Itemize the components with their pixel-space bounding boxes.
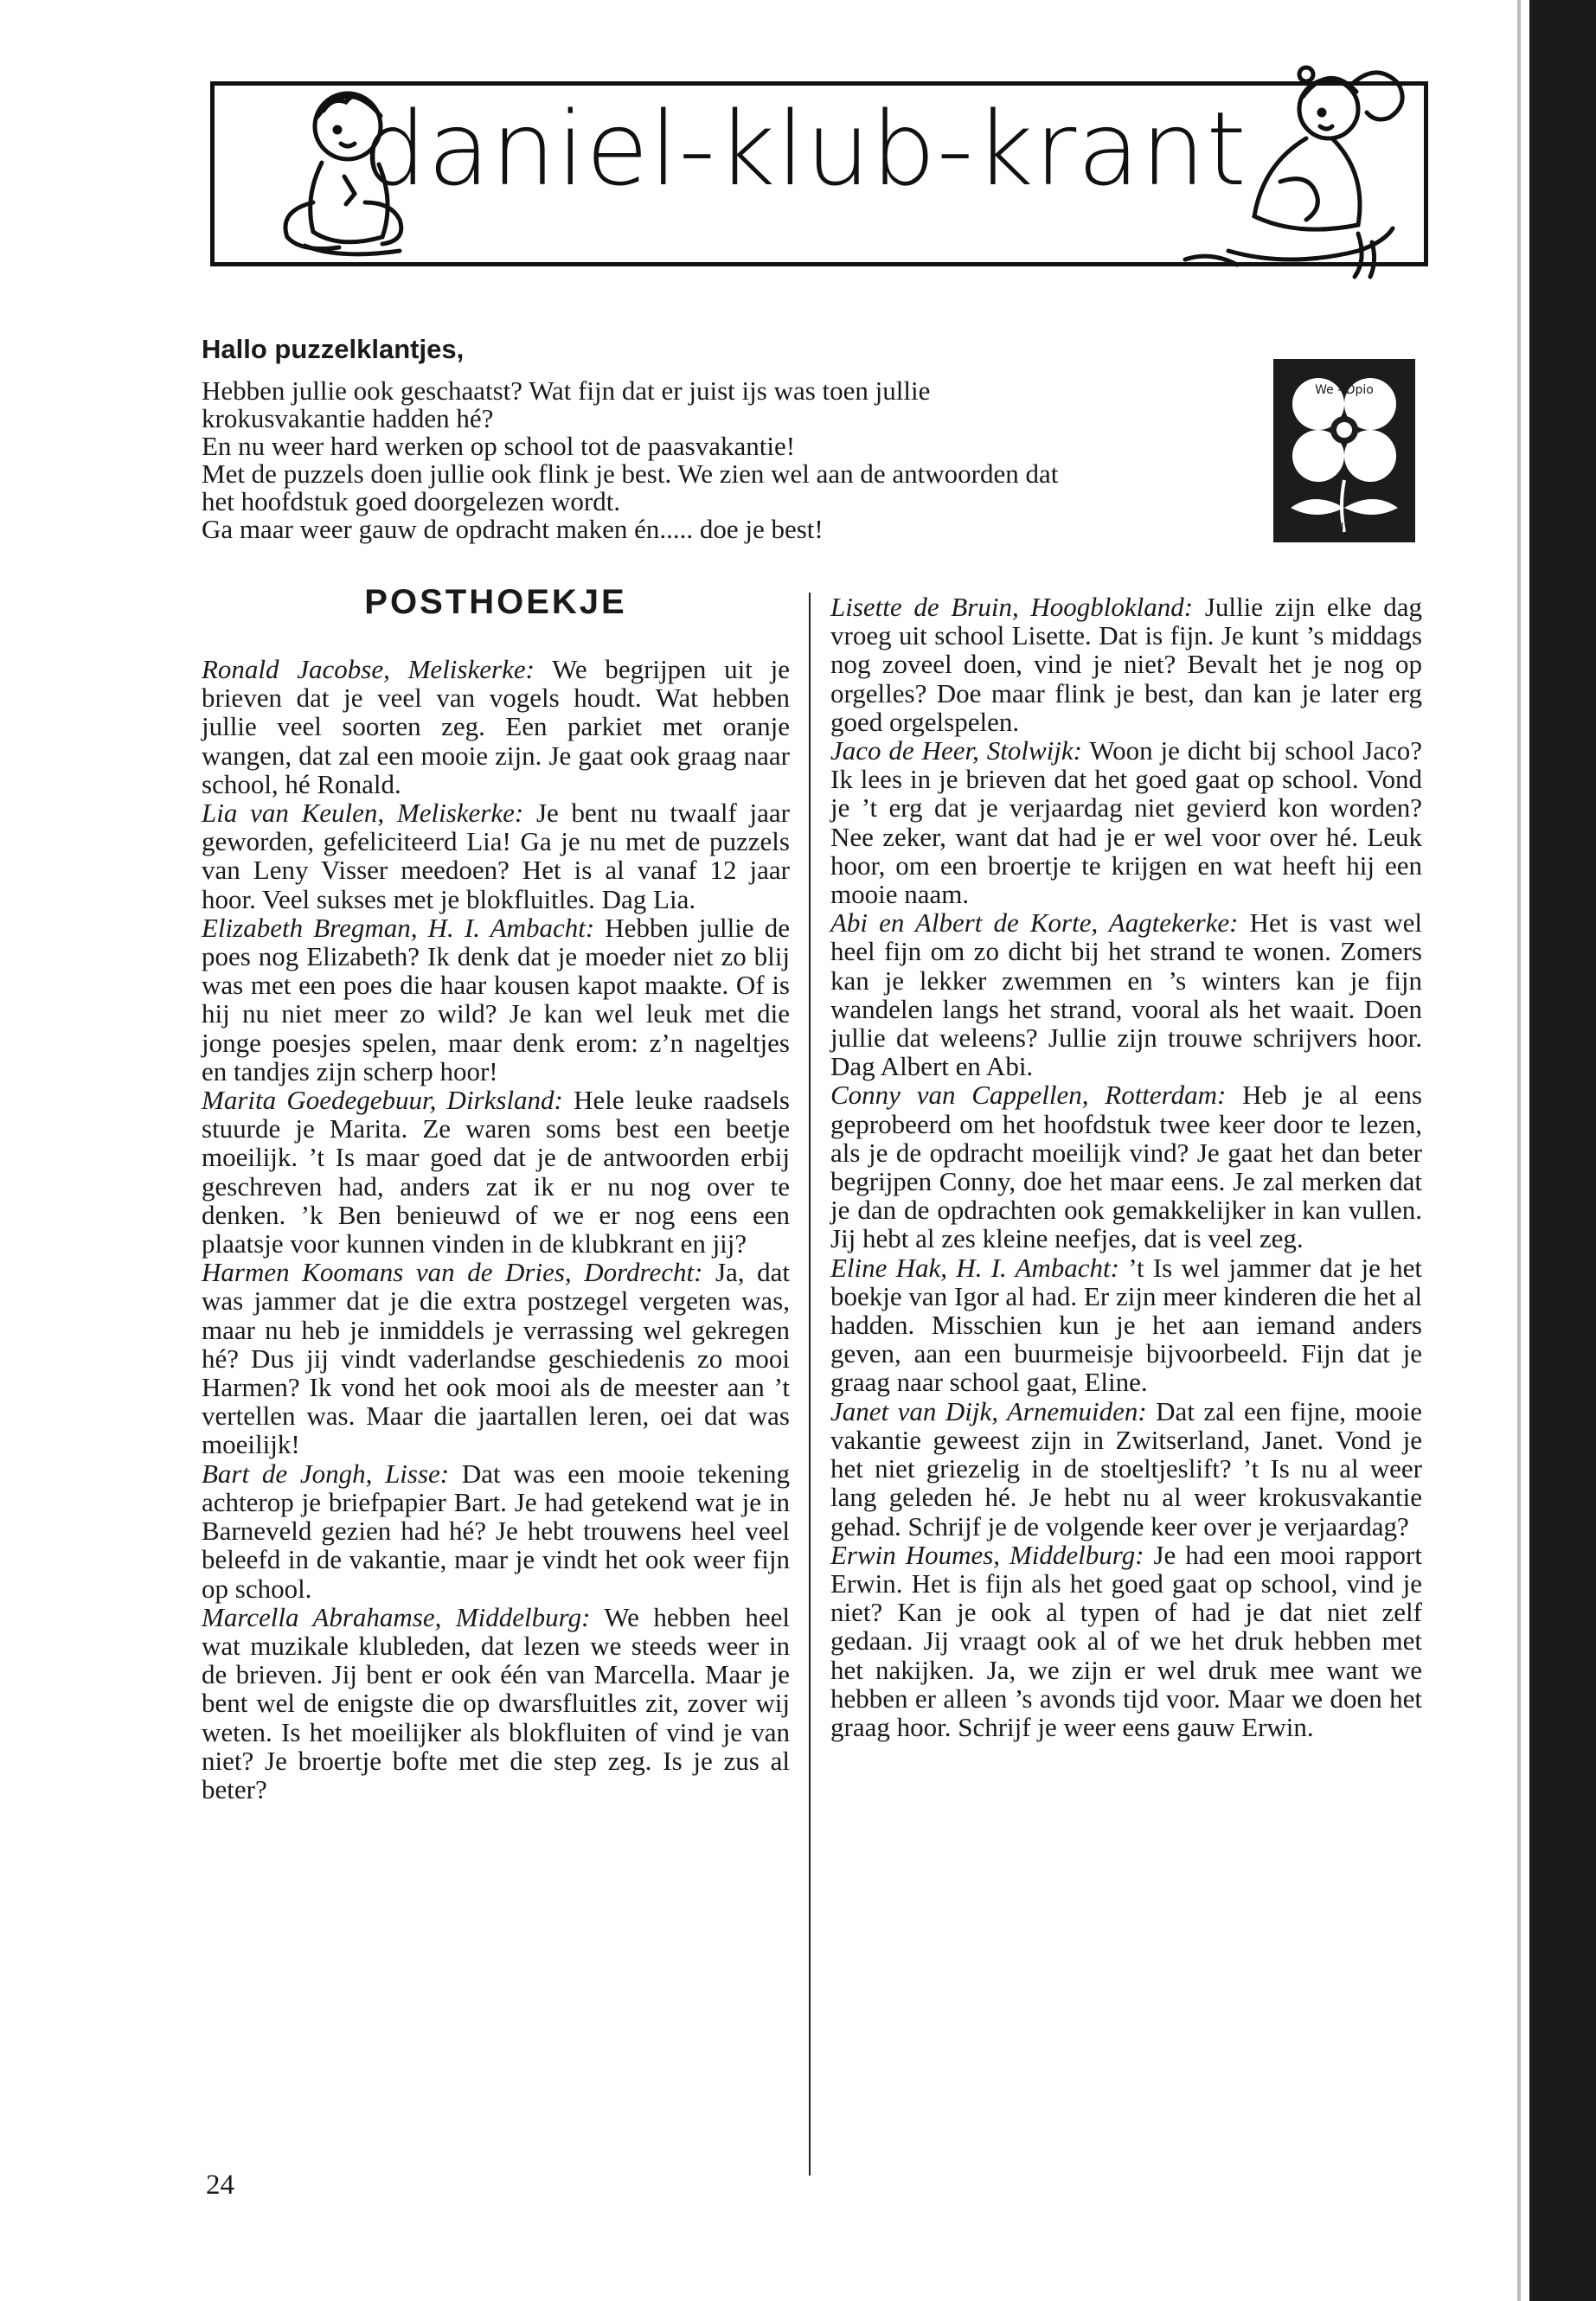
letter-sender: Conny van Cappellen, Rotterdam: [830, 1080, 1227, 1111]
letter-text: Hele leuke raadsels stuurde je Marita. Ze waren soms best een beetje moeilijk. ’t Is maar goed dat je de antwoorden erbij geschreven had, anders zat ik er nu nog over te denken. ’k Ben benieuwd of we er nog eens een plaatsje voor kunnen vinden in de klubkrant en jij? [202, 1085, 790, 1259]
letter-entry [830, 908, 1422, 1080]
letter-sender: Marcella Abrahamse, Middelburg: [202, 1601, 591, 1632]
letter-sender: Elizabeth Bregman, H. I. Ambacht: [202, 912, 595, 943]
letter-entry [830, 736, 1422, 908]
letter-text: Dat was een mooie tekening achterop je briefpapier Bart. Je had getekend wat je in Barneveld gezien had hé? Je hebt trouwens heel veel beleefd in de vakantie, maar je vindt het ook weer fijn op school. [202, 1458, 791, 1604]
letter-text: ’t Is wel jammer dat je het boekje van Igor al had. Er zijn meer kinderen die het al hadden. Misschien kun je het aan iemand anders geven, aan een buurmeisje bijvoorbeeld. Fijn dat je graag naar school gaat, Eline. [830, 1252, 1422, 1398]
letter-text: Je bent nu twaalf jaar geworden, gefeliciteerd Lia! Ga je nu met de puzzels van Leny Visser meedoen? Het is al vanaf 12 jaar hoor. Veel sukses met je blokfluitles. Dag Lia. [202, 798, 791, 914]
letter-sender: Lisette de Bruin, Hoogblokland: [830, 592, 1194, 622]
letter-entry [202, 913, 790, 1086]
intro-line: Ga maar weer gauw de opdracht maken én..... doe je best! [202, 514, 824, 544]
section-heading: POSTHOEKJE [364, 583, 627, 621]
letter-text: Je had een mooi rapport Erwin. Het is fijn als het goed gaat op school, vind je niet? Kan je ook al typen of had je dat niet zelf gedaan. Jij vraagt ook al of we het druk hebben met het nakijken. Ja, we zijn er wel druk mee want we hebben er alleen ’s avonds tijd voor. Maar we doen het graag hoor. Schrijf je weer eens gauw Erwin. [830, 1539, 1422, 1742]
letter-sender: Bart de Jongh, Lisse: [202, 1458, 450, 1489]
letter-sender: Erwin Houmes, Middelburg: [830, 1539, 1144, 1570]
letter-text: Dat zal een fijne, mooie vakantie geweest zijn in Zwitserland, Janet. Vond je het niet griezelig in de stoeltjeslift? ’t Is nu al weer lang geleden hé. Je hebt nu al weer krokusvakantie gehad. Schrijf je de volgende keer over je verjaardag? [830, 1395, 1422, 1541]
intro-line: het hoofdstuk goed doorgelezen wordt. [202, 486, 621, 516]
letter-entry [830, 1397, 1422, 1541]
letter-text: Het is vast wel heel fijn om zo dicht bij het strand te wonen. Zomers kan je lekker zwemmen en ’s winters kan je fijn wandelen langs het strand, vooral als het waait. Doen jullie dat weleens? Jullie zijn trouwe schrijvers hoor. Dag Albert en Abi. [830, 907, 1422, 1082]
intro-line: Met de puzzels doen jullie ook flink je best. We zien wel aan de antwoorden dat [202, 458, 1059, 489]
letter-sender: Jaco de Heer, Stolwijk: [830, 735, 1082, 766]
greeting: Hallo puzzelklantjes, [202, 334, 465, 364]
page-edge-shadow [1517, 0, 1521, 2301]
girl-illustration [1176, 52, 1436, 294]
letter-sender: Marita Goedegebuur, Dirksland: [202, 1085, 563, 1116]
letter-text: Hebben jullie de poes nog Elizabeth? Ik denk dat je moeder niet zo blij was met een poes die haar kousen kapot maakte. Of is hij nu niet meer zo wild? Je kan wel leuk met die jonge poesjes spelen, maar denk erom: z’n nageltjes en tandjes zijn scherp hoor! [202, 912, 790, 1086]
daniel-klub-emblem [1273, 359, 1415, 542]
emblem-text-top: We - Dpio [1315, 383, 1374, 397]
letter-entry [202, 1258, 790, 1458]
intro-line: En nu weer hard werken op school tot de paasvakantie! [202, 431, 796, 461]
letter-sender: Eline Hak, H. I. Ambacht: [830, 1252, 1119, 1283]
page-number: 24 [206, 2170, 234, 2201]
newspaper-title: daniel-klub-krant [362, 89, 1247, 208]
intro-line: Hebben jullie ook geschaatst? Wat fijn dat er juist ijs was toen jullie [202, 375, 931, 406]
letter-text: Heb je al eens geprobeerd om het hoofdstuk twee keer door te lezen, als je de opdracht moeilijk vind? Je gaat het dan beter begrijpen Conny, doe het maar eens. Je zal merken dat je dan de opdrachten ook gemakkelijker in kan vullen. Jij hebt al zes kleine neefjes, dat is veel zeg. [830, 1080, 1422, 1254]
intro-line: krokusvakantie hadden hé? [202, 403, 494, 433]
letter-text: Ja, dat was jammer dat je die extra postzegel vergeten was, maar nu heb je inmiddels je verrassing wel gekregen hé? Dus jij vindt vaderlandse geschiedenis zo mooi Harmen? Ik vond het ook mooi als de meester aan ’t vertellen was. Maar die jaartallen leren, oei dat was moeilijk! [202, 1257, 790, 1460]
letter-entry [830, 593, 1422, 736]
letter-entry [202, 1459, 790, 1603]
letters-right-column [830, 593, 1422, 1741]
letter-entry [830, 1080, 1422, 1253]
letter-entry [202, 655, 790, 798]
letter-text: We begrijpen uit je brieven dat je veel van vogels houdt. Wat hebben jullie veel soorten zeg. Een parkiet met oranje wangen, dat zal een mooie zijn. Je gaat ook graag naar school, hé Ronald. [202, 654, 790, 799]
letter-entry [830, 1541, 1422, 1741]
emblem-text-bottom: daniël - klub [1306, 522, 1382, 535]
scan-edge-bar [1529, 0, 1596, 2301]
letter-entry [202, 798, 790, 913]
letter-text: We hebben heel wat muzikale klubleden, dat lezen we steeds weer in de brieven. Jij bent er ook één van Marcella. Maar je bent wel de enigste die op dwarsfluitles zit, zover wij weten. Is het moeilijker als blokfluiten of vind je van niet? Je broertje bofte met die step zeg. Is je zus al beter? [202, 1601, 790, 1804]
letter-text: Jullie zijn elke dag vroeg uit school Lisette. Dat is fijn. Je kunt ’s middags nog zoveel doen, vind je niet? Bevalt het je nog op orgelles? Doe maar flink je best, dan kan je later erg goed orgelspelen. [830, 592, 1422, 737]
column-divider [809, 593, 811, 2176]
letter-entry [202, 1603, 790, 1804]
intro-block [202, 336, 1240, 543]
letter-sender: Janet van Dijk, Arnemuiden: [830, 1395, 1147, 1426]
letter-entry [830, 1253, 1422, 1397]
boy-illustration [261, 73, 434, 280]
letters-left-column [202, 655, 790, 1804]
letter-sender: Abi en Albert de Korte, Aagtekerke: [830, 907, 1239, 939]
letter-sender: Harmen Koomans van de Dries, Dordrecht: [202, 1257, 703, 1288]
letter-text: Woon je dicht bij school Jaco? Ik lees in je brieven dat het goed gaat op school. Vond je ’t erg dat je verjaardag niet gevierd kon worden? Nee zeker, want dat had je er wel voor over hé. Leuk hoor, om een broertje te krijgen en wat heeft hij een mooie naam. [830, 735, 1423, 910]
letter-sender: Lia van Keulen, Meliskerke: [202, 798, 524, 829]
letter-entry [202, 1086, 790, 1258]
letter-sender: Ronald Jacobse, Meliskerke: [202, 654, 535, 684]
